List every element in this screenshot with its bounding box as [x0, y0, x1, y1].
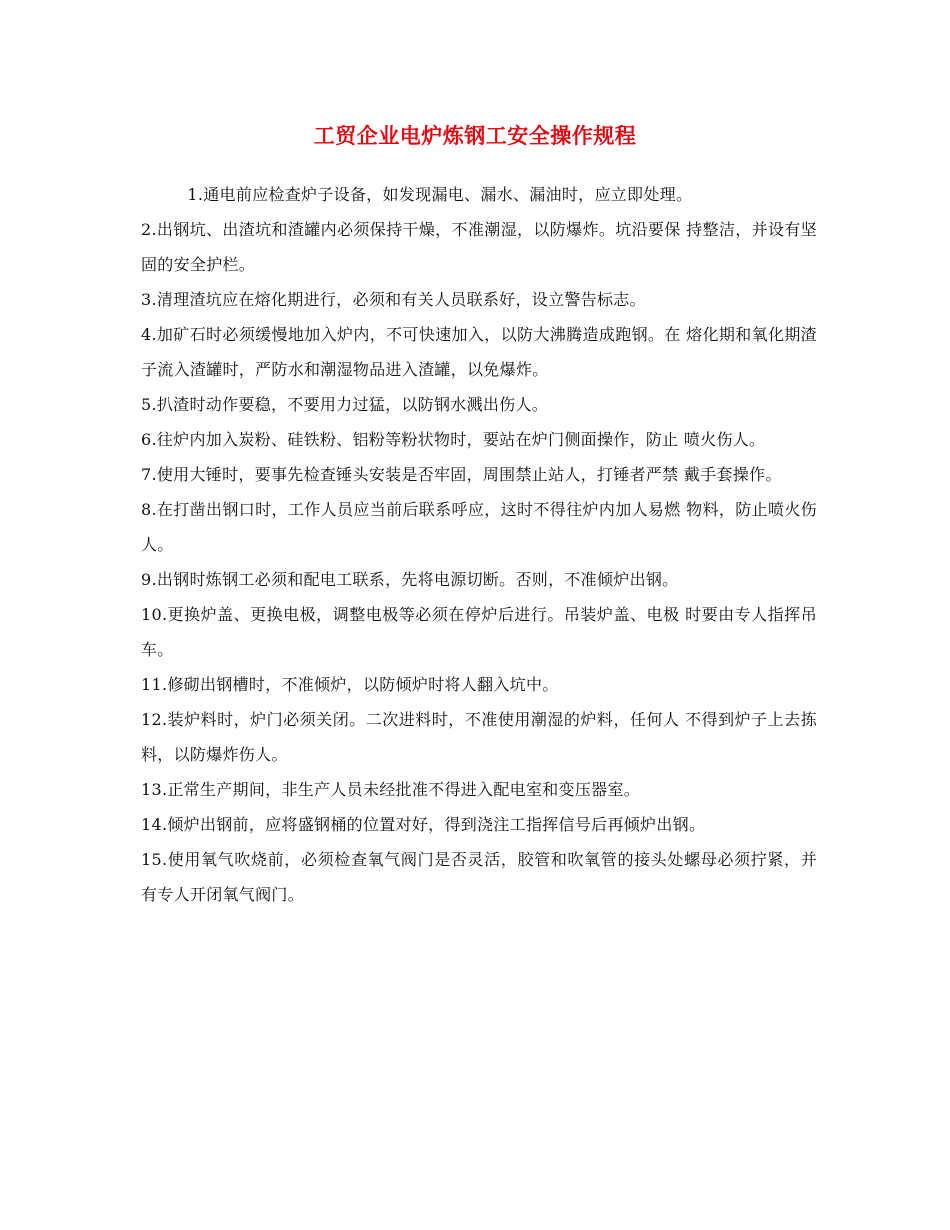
- rule-paragraph-9: 9.出钢时炼钢工必须和配电工联系，先将电源切断。否则，不准倾炉出钢。: [141, 570, 679, 589]
- rule-paragraph-6: 6.往炉内加入炭粉、硅铁粉、铝粉等粉状物时，要站在炉门侧面操作，防止 喷火伤人。: [141, 430, 766, 449]
- rule-paragraph-7: 7.使用大锤时，要事先检查锤头安装是否牢固，周围禁止站人，打锤者严禁 戴手套操作。: [141, 465, 782, 484]
- rule-paragraph-11: 11.修砌出钢槽时，不准倾炉，以防倾炉时将人翻入坑中。: [141, 675, 559, 694]
- rule-paragraph-10: 10.更换炉盖、更换电极，调整电极等必须在停炉后进行。吊装炉盖、电极 时要由专人指挥吊车。: [141, 605, 817, 659]
- rule-paragraph-13: 13.正常生产期间，非生产人员未经批准不得进入配电室和变压器室。: [141, 780, 641, 799]
- rule-paragraph-2: 2.出钢坑、出渣坑和渣罐内必须保持干燥，不准潮湿，以防爆炸。坑沿要保 持整洁，并设有坚固的安全护栏。: [141, 220, 817, 274]
- document-body: [141, 177, 817, 912]
- rule-paragraph-14: 14.倾炉出钢前，应将盛钢桶的位置对好，得到浇注工指挥信号后再倾炉出钢。: [141, 815, 706, 834]
- rule-paragraph-5: 5.扒渣时动作要稳，不要用力过猛，以防钢水溅出伤人。: [141, 395, 549, 414]
- document-title: 工贸企业电炉炼钢工安全操作规程: [313, 123, 637, 148]
- rule-paragraph-1: 1.通电前应检查炉子设备，如发现漏电、漏水、漏油时，应立即处理。: [187, 185, 693, 204]
- rule-paragraph-3: 3.清理渣坑应在熔化期进行，必须和有关人员联系好，设立警告标志。: [141, 290, 646, 309]
- rule-paragraph-8: 8.在打凿出钢口时，工作人员应当前后联系呼应，这时不得往炉内加人易燃 物料，防止喷火伤人。: [141, 500, 817, 554]
- rule-paragraph-4: 4.加矿石时必须缓慢地加入炉内，不可快速加入，以防大沸腾造成跑钢。在 熔化期和氧化期渣子流入渣罐时，严防水和潮湿物品进入渣罐，以免爆炸。: [141, 325, 817, 379]
- rule-paragraph-12: 12.装炉料时，炉门必须关闭。二次进料时，不准使用潮湿的炉料，任何人 不得到炉子上去拣料，以防爆炸伤人。: [141, 710, 817, 764]
- rule-paragraph-15: 15.使用氧气吹烧前，必须检查氧气阀门是否灵活，胶管和吹氧管的接头处螺母必须拧紧，并有专人开闭氧气阀门。: [141, 850, 817, 904]
